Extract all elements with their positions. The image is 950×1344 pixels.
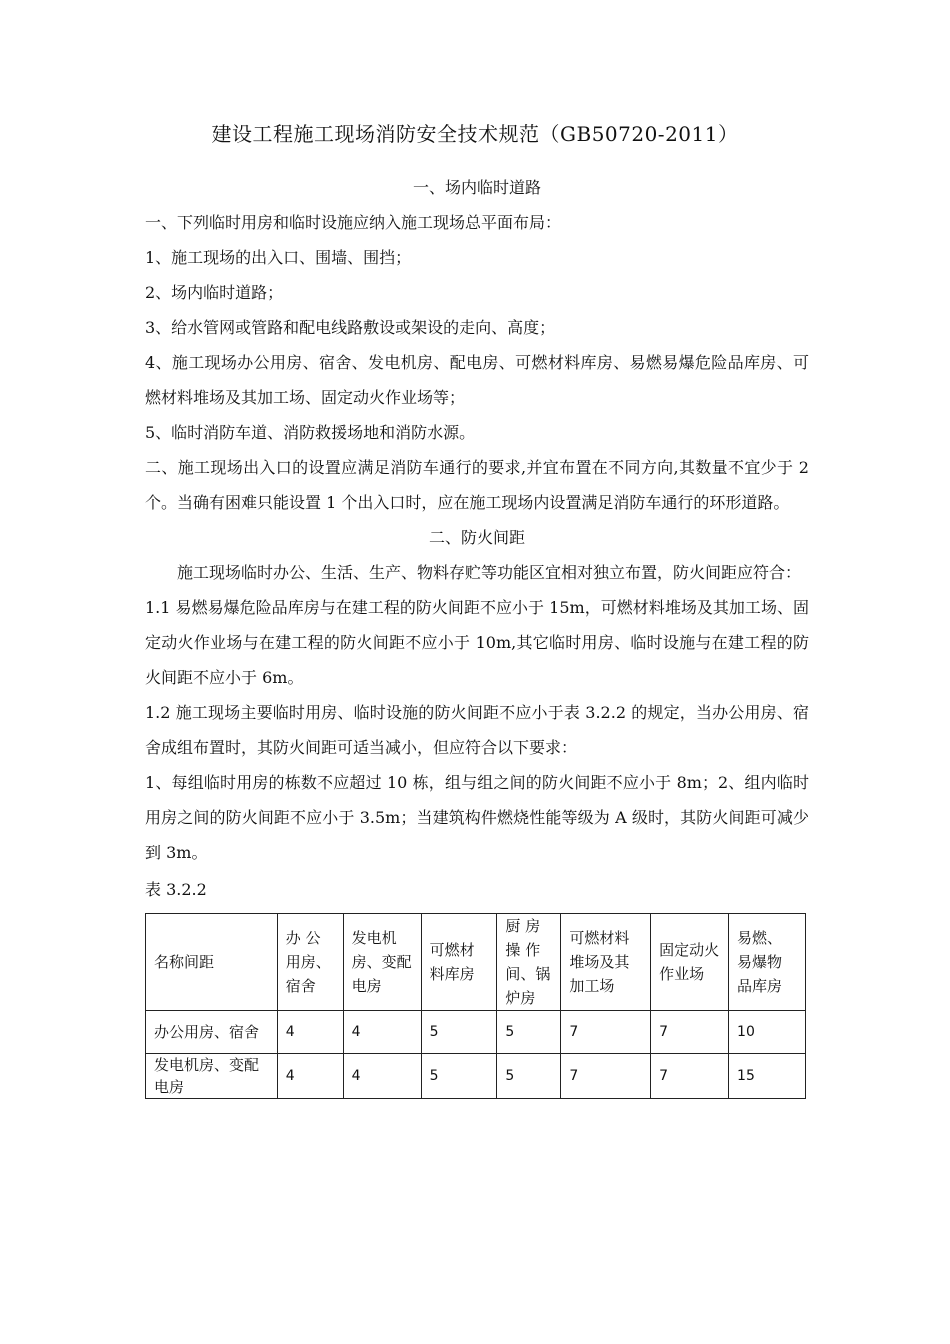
table-cell: 5	[421, 1054, 497, 1099]
document-title: 建设工程施工现场消防安全技术规范（GB50720-2011）	[211, 122, 739, 146]
table-cell: 10	[729, 1011, 806, 1054]
table-cell: 4	[277, 1054, 343, 1099]
header-cell: 发电机房、变配电房	[343, 914, 421, 1011]
paragraph-entrance: 二、施工现场出入口的设置应满足消防车通行的要求,并宜布置在不同方向,其数量不宜少于 2 个。当确有困难只能设置 1 个出入口时，应在施工现场内设置满足消防车通行的环形道路。	[145, 458, 809, 512]
table-caption: 表 3.2.2	[145, 880, 207, 899]
section-heading-fire-spacing: 二、防火间距	[428, 528, 525, 547]
table-cell: 7	[651, 1054, 729, 1099]
header-cell: 厨 房 操 作 间、锅炉房	[497, 914, 561, 1011]
table-cell: 7	[651, 1011, 729, 1054]
list-item-1: 1、施工现场的出入口、围墙、围挡；	[145, 248, 412, 267]
table-cell: 4	[277, 1011, 343, 1054]
table-cell: 4	[343, 1011, 421, 1054]
list-item-5: 5、临时消防车道、消防救援场地和消防水源。	[145, 423, 476, 442]
table-cell: 7	[561, 1011, 651, 1054]
paragraph-function-zones: 施工现场临时办公、生活、生产、物料存贮等功能区宜相对独立布置，防火间距应符合：	[177, 563, 802, 582]
table-cell: 5	[421, 1011, 497, 1054]
paragraph-1-2: 1.2 施工现场主要临时用房、临时设施的防火间距不应小于表 3.2.2 的规定，当办公用房、宿舍成组布置时，其防火间距可适当减小，但应符合以下要求：	[145, 703, 809, 757]
list-item-3: 3、给水管网或管路和配电线路敷设或架设的走向、高度；	[145, 318, 556, 337]
table-cell: 5	[497, 1054, 561, 1099]
header-cell: 名称间距	[146, 914, 278, 1011]
header-cell: 易燃、易爆物品库房	[729, 914, 806, 1011]
table-cell: 7	[561, 1054, 651, 1099]
table-header-row	[146, 914, 806, 1011]
header-cell: 办 公用房、宿舍	[277, 914, 343, 1011]
table-row	[146, 1054, 806, 1099]
table-cell: 5	[497, 1011, 561, 1054]
table-cell: 4	[343, 1054, 421, 1099]
paragraph-layout-intro: 一、下列临时用房和临时设施应纳入施工现场总平面布局：	[145, 213, 562, 232]
row-header-cell: 办公用房、宿舍	[146, 1011, 278, 1054]
list-item-2: 2、场内临时道路；	[145, 283, 284, 302]
header-cell: 可燃材料库房	[421, 914, 497, 1011]
header-cell: 可燃材料堆场及其加工场	[561, 914, 651, 1011]
header-cell: 固定动火作业场	[651, 914, 729, 1011]
row-header-cell: 发电机房、变配电房	[146, 1054, 278, 1099]
fire-spacing-table	[145, 913, 806, 1099]
document-body	[145, 170, 809, 1099]
section-heading-roads: 一、场内临时道路	[412, 178, 541, 197]
table-row	[146, 1011, 806, 1054]
paragraph-group-requirements: 1、每组临时用房的栋数不应超过 10 栋，组与组之间的防火间距不应小于 8m；2、组内临时用房之间的防火间距不应小于 3.5m；当建筑构件燃烧性能等级为 A 级时，其防火间距可减少到 3m。	[145, 773, 809, 862]
table-cell: 15	[729, 1054, 806, 1099]
paragraph-1-1: 1.1 易燃易爆危险品库房与在建工程的防火间距不应小于 15m，可燃材料堆场及其加工场、固定动火作业场与在建工程的防火间距不应小于 10m,其它临时用房、临时设施与在建工程的防火间距不应小于 6m。	[145, 598, 809, 687]
list-item-4: 4、施工现场办公用房、宿舍、发电机房、配电房、可燃材料库房、易燃易爆危险品库房、可燃材料堆场及其加工场、固定动火作业场等；	[145, 353, 809, 407]
